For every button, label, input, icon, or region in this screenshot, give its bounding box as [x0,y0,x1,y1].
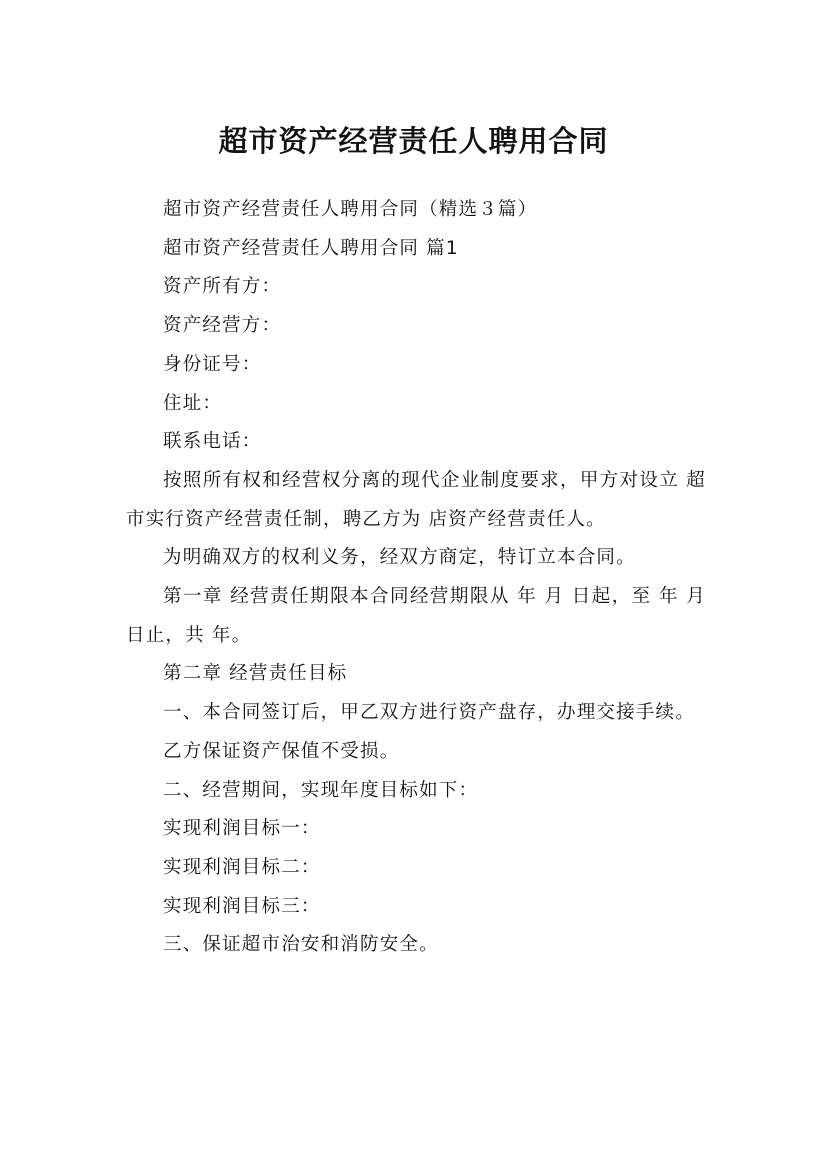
paragraph-body: 乙方保证资产保值不受损。 [163,740,400,762]
paragraph-chapter-2: 第二章 经营责任目标 [163,663,348,685]
document-title: 超市资产经营责任人聘用合同 [218,124,609,159]
paragraph-body: 按照所有权和经营权分离的现代企业制度要求，甲方对设立 超市实行资产经营责任制，聘乙方为 店资产经营责任人。 [126,469,706,530]
paragraph-heading: 超市资产经营责任人聘用合同 篇1 [163,237,459,259]
paragraph-phone: 联系电话： [163,431,262,453]
paragraph-body: 一、本合同签订后，甲乙双方进行资产盘存，办理交接手续。 [163,702,695,724]
paragraph-body: 三、保证超市治安和消防安全。 [163,934,439,956]
paragraph-subtitle: 超市资产经营责任人聘用合同（精选３篇） [163,199,538,220]
paragraph-address: 住址： [163,392,223,414]
paragraph-target-1: 实现利润目标一： [163,818,321,840]
paragraph-operator: 资产经营方： [163,315,282,337]
paragraph-target-3: 实现利润目标三： [163,895,321,917]
paragraph-body: 二、经营期间，实现年度目标如下： [163,779,479,801]
paragraph-chapter-1: 第一章 经营责任期限本合同经营期限从 年 月 日起，至 年 月 日止，共 年。 [126,586,706,646]
document-body [126,191,706,965]
paragraph-body: 为明确双方的权利义务，经双方商定，特订立本合同。 [163,547,636,569]
paragraph-owner: 资产所有方： [163,276,282,298]
paragraph-id-number: 身份证号： [163,353,262,375]
paragraph-target-2: 实现利润目标二： [163,856,321,878]
